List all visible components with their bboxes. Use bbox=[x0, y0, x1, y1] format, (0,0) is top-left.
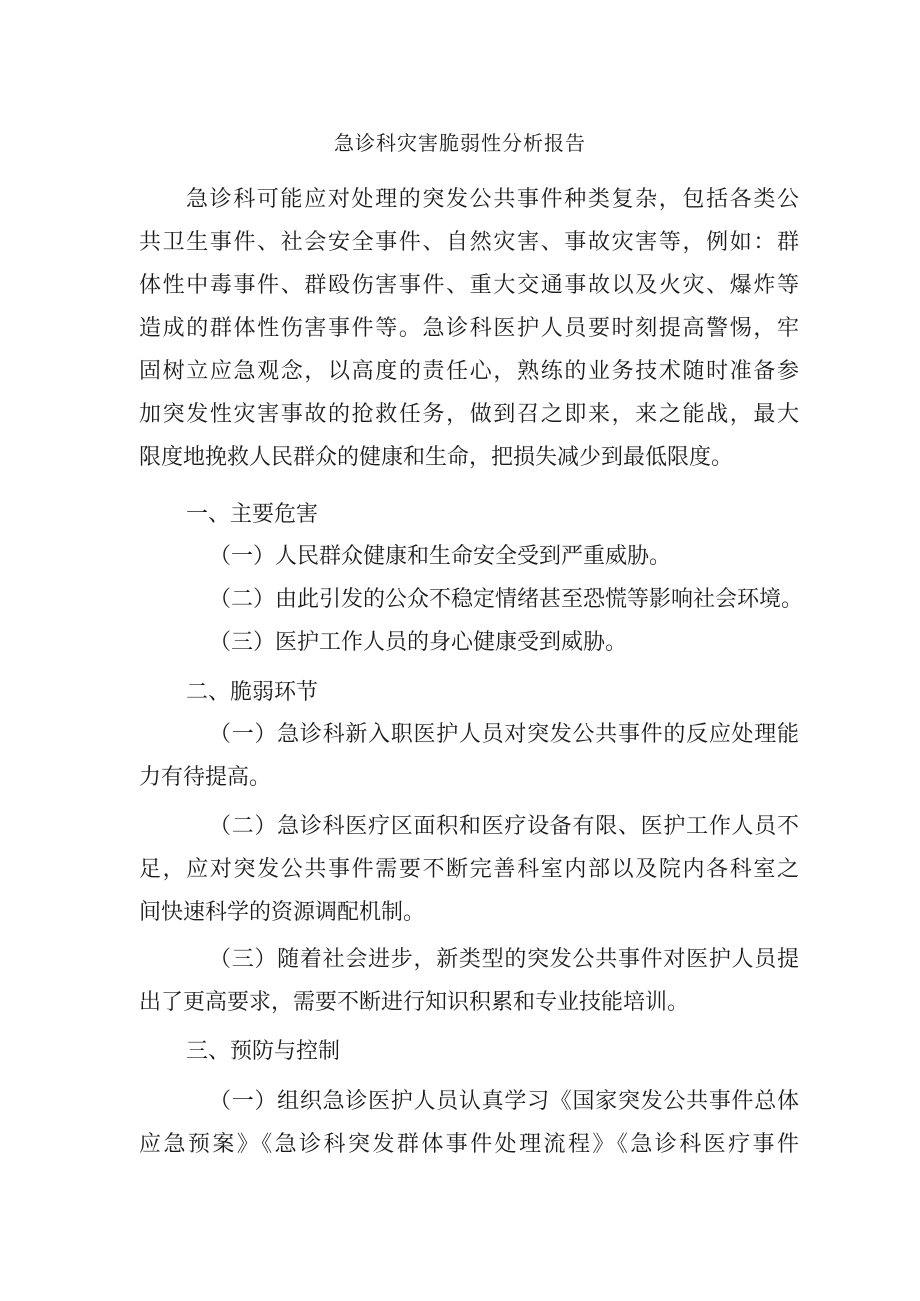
intro-line: 固树立应急观念，以高度的责任心，熟练的业务技术随时准备参 bbox=[139, 359, 799, 384]
section-heading-main-hazards: 一、主要危害 bbox=[186, 502, 319, 527]
section-heading-prevention-control: 三、预防与控制 bbox=[186, 1039, 341, 1064]
list-item: （三）医护工作人员的身心健康受到威胁。 bbox=[209, 630, 628, 655]
list-item: （三）随着社会进步，新类型的突发公共事件对医护人员提 bbox=[209, 947, 799, 972]
intro-line: 共卫生事件、社会安全事件、自然灾害、事故灾害等，例如：群 bbox=[139, 230, 799, 255]
intro-line: 限度地挽救人民群众的健康和生命，把损失减少到最低限度。 bbox=[139, 445, 734, 470]
list-item-continued: 力有待提高。 bbox=[139, 765, 272, 790]
intro-line: 体性中毒事件、群殴伤害事件、重大交通事故以及火灾、爆炸等 bbox=[139, 273, 799, 298]
list-item: （一）组织急诊医护人员认真学习《国家突发公共事件总体 bbox=[209, 1089, 799, 1114]
list-item-continued: 足，应对突发公共事件需要不断完善科室内部以及院内各科室之 bbox=[139, 857, 799, 882]
list-item-continued: 应急预案》《急诊科突发群体事件处理流程》《急诊科医疗事件 bbox=[139, 1132, 799, 1157]
list-item-continued: 间快速科学的资源调配机制。 bbox=[139, 900, 426, 925]
intro-line: 造成的群体性伤害事件等。急诊科医护人员要时刻提高警惕，牢 bbox=[139, 316, 799, 341]
list-item: （一）急诊科新入职医护人员对突发公共事件的反应处理能 bbox=[209, 722, 799, 747]
list-item: （二）由此引发的公众不稳定情绪甚至恐慌等影响社会环境。 bbox=[209, 587, 804, 612]
section-heading-vulnerable-links: 二、脆弱环节 bbox=[186, 680, 319, 705]
list-item: （二）急诊科医疗区面积和医疗设备有限、医护工作人员不 bbox=[209, 814, 799, 839]
list-item-continued: 出了更高要求，需要不断进行知识积累和专业技能培训。 bbox=[139, 990, 690, 1015]
intro-line: 急诊科可能应对处理的突发公共事件种类复杂，包括各类公 bbox=[186, 187, 799, 212]
list-item: （一）人民群众健康和生命安全受到严重威胁。 bbox=[209, 544, 672, 569]
document-title: 急诊科灾害脆弱性分析报告 bbox=[334, 131, 586, 155]
intro-line: 加突发性灾害事故的抢救任务，做到召之即来，来之能战，最大 bbox=[139, 402, 799, 427]
